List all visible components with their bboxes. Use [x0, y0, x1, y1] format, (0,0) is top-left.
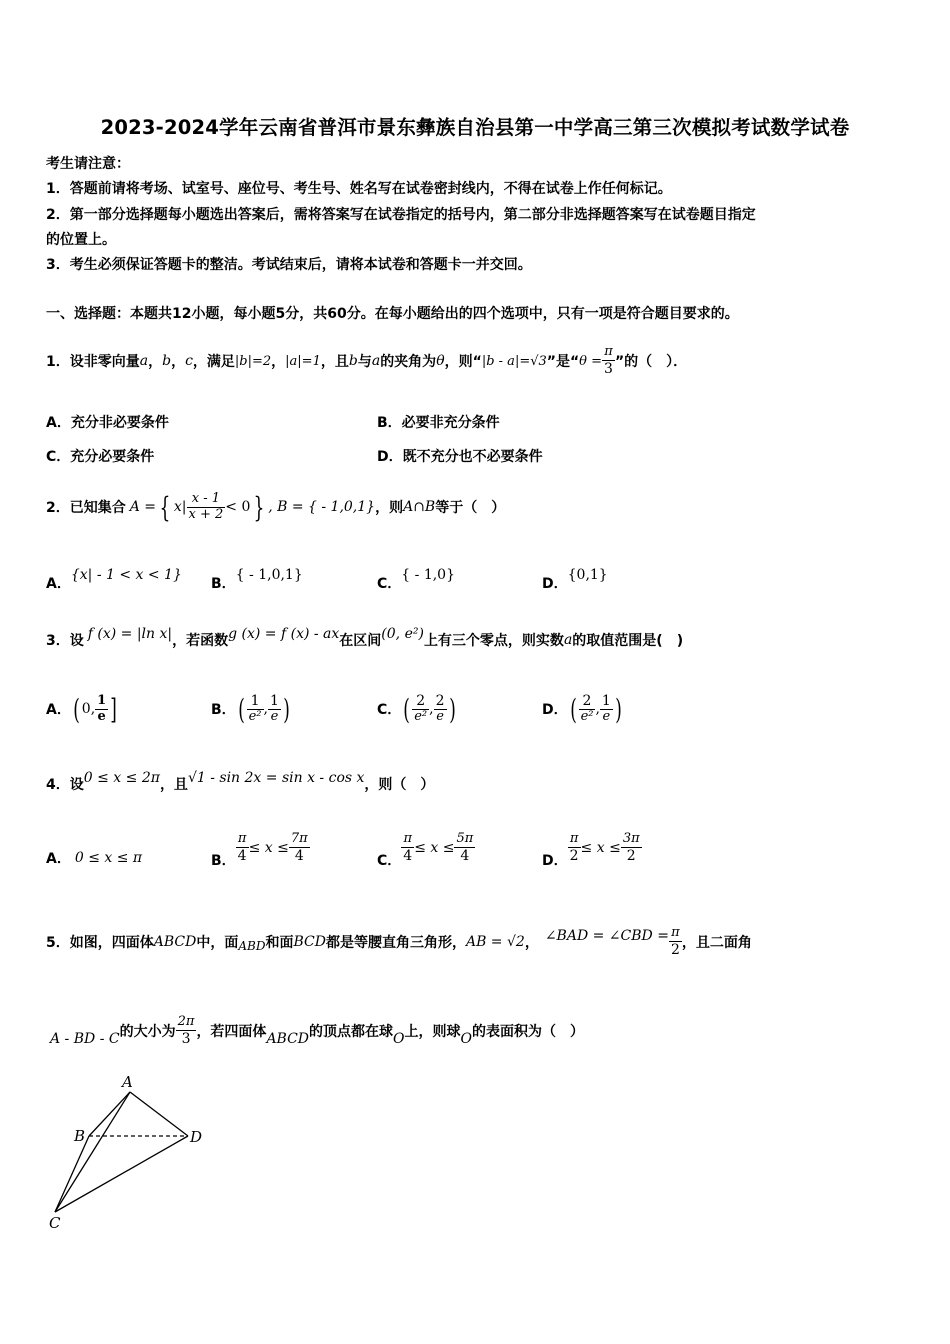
- q2-text: 等于（ ）: [435, 500, 506, 516]
- option-mid: ≤ x ≤: [248, 840, 289, 856]
- q3-text: 的取值范围是( ): [572, 633, 684, 649]
- frac-den: 4: [237, 847, 247, 864]
- notice-item-2: 2．第一部分选择题每小题选出答案后，需将答案写在试卷指定的括号内，第二部分非选择题答案写在试卷题目指定: [46, 207, 756, 223]
- q1-text: 的夹角为: [380, 354, 437, 370]
- q1-option-b[interactable]: B．必要非充分条件: [377, 415, 500, 431]
- option-fraction: [401, 832, 414, 864]
- q1-frac-num: π: [602, 345, 615, 361]
- q3-text: ，若函数: [172, 633, 229, 649]
- q1-theta-eq: θ =: [579, 353, 603, 369]
- frac-den: e: [270, 709, 279, 725]
- q1-frac-den: 3: [604, 360, 613, 377]
- option-fraction: [621, 832, 642, 864]
- option-mid: ≤ x ≤: [414, 840, 455, 856]
- frac-num: 2: [579, 693, 596, 710]
- q3-func-g: g (x) = f (x) - ax: [228, 626, 340, 642]
- option-fraction: [579, 693, 596, 725]
- option-fraction: [289, 832, 310, 864]
- option-letter: B．: [211, 576, 236, 592]
- q2-set-a: A =: [129, 499, 157, 515]
- q2-left-brace-icon: {: [159, 490, 171, 524]
- q2-option-a[interactable]: [46, 567, 182, 593]
- q1-vec-c: c: [185, 353, 193, 369]
- q2-option-d[interactable]: [542, 567, 608, 593]
- option-letter: C．: [377, 576, 402, 592]
- q1-norm-a: |a|=1: [285, 353, 321, 369]
- frac-num: 1: [269, 692, 279, 709]
- frac-den: 2: [626, 847, 636, 864]
- q2-frac-den: x + 2: [188, 506, 224, 522]
- q2-intersection: A∩B: [403, 499, 436, 515]
- q1-vec-b: b: [348, 353, 358, 369]
- q4-text: 4．设: [46, 777, 84, 793]
- q4-text: ，且: [159, 777, 188, 793]
- frac-den: e²: [414, 709, 428, 725]
- frac-den: 4: [460, 847, 470, 864]
- q1-text: ”是“: [546, 354, 580, 370]
- q1-text: ，则“: [444, 354, 482, 370]
- q3-option-c[interactable]: C． ( $\frac{2}{\text{e²}}$ , $\frac{2}{e}$ ): [377, 692, 456, 726]
- q1-fraction: [602, 345, 615, 377]
- tetrahedron-figure: [44, 1070, 224, 1235]
- q1-text: ”的（ ）．: [614, 354, 688, 370]
- q3-option-b[interactable]: B． ( $\frac{1}{\text{e²}}$ , $\frac{1}{e}$ ): [211, 692, 290, 726]
- q5-fraction: [669, 926, 682, 958]
- q3-text: 上有三个零点，则实数: [423, 633, 564, 649]
- edge-bc: [55, 1136, 89, 1212]
- frac-num: 5π: [456, 830, 474, 846]
- option-letter: A．: [46, 702, 71, 718]
- frac-num: π: [669, 926, 682, 942]
- q1-sep: ，: [148, 354, 163, 370]
- vertex-b-label: B: [74, 1127, 86, 1145]
- option-fraction: [95, 694, 108, 725]
- frac-den: 2: [569, 847, 579, 864]
- q3-interval: (0, e²): [381, 626, 424, 642]
- vertex-a-label: A: [122, 1073, 133, 1091]
- q5-abd: ABD: [238, 939, 266, 953]
- q5-text: 都是等腰直角三角形，: [325, 935, 466, 951]
- q2-option-c[interactable]: [377, 567, 455, 593]
- question-3: [46, 622, 683, 658]
- q5-bcd: BCD: [293, 934, 326, 950]
- q4-text: ，则（ ）: [364, 777, 435, 793]
- option-fraction: [236, 832, 249, 864]
- q1-option-a[interactable]: A．充分非必要条件: [46, 415, 169, 431]
- page-title: 2023-2024学年云南省普洱市景东彝族自治县第一中学高三第三次模拟考试数学试卷: [100, 116, 850, 139]
- frac-den: e: [97, 708, 106, 724]
- option-left: 0,: [81, 701, 96, 717]
- option-math: { - 1,0}: [401, 567, 455, 583]
- q1-theta: θ: [436, 353, 445, 369]
- option-math: {0,1}: [567, 567, 608, 583]
- option-fraction: [412, 693, 429, 725]
- notice-item-3: 3．考生必须保证答题卡的整洁。考试结束后，请将本试卷和答题卡一并交回。: [46, 257, 532, 273]
- q4-range: 0 ≤ x ≤ 2π: [83, 770, 160, 786]
- option-letter: B．: [211, 702, 236, 718]
- notice-heading: 考生请注意：: [46, 156, 130, 172]
- q4-option-c[interactable]: [377, 826, 475, 870]
- option-fraction: [600, 693, 613, 725]
- q4-option-d[interactable]: [542, 826, 642, 870]
- q1-vec-a: a: [371, 353, 381, 369]
- frac-den: e²: [248, 709, 262, 725]
- q1-text: ，满足: [192, 354, 235, 370]
- vertex-d-label: D: [190, 1128, 203, 1146]
- edge-dc: [55, 1136, 188, 1212]
- frac-num: 7π: [290, 830, 308, 846]
- q3-option-d[interactable]: D． ( $\frac{2}{\text{e²}}$ , $\frac{1}{e}$ ): [542, 692, 622, 726]
- q2-lt0: < 0: [225, 499, 251, 515]
- q5-text: ，且二面角: [681, 935, 752, 951]
- q1-sep: ，: [271, 354, 286, 370]
- q5-abcd: ABCD: [153, 934, 197, 950]
- option-letter: D．: [542, 853, 568, 869]
- q5-text: ，: [524, 935, 539, 951]
- q5-text: 5．如图，四面体: [46, 935, 154, 951]
- frac-num: 1: [97, 692, 107, 708]
- option-letter: A．: [46, 851, 71, 867]
- q1-option-c[interactable]: C．充分必要条件: [46, 449, 155, 465]
- q1-option-d[interactable]: D．既不充分也不必要条件: [377, 449, 543, 465]
- notice-item-1: 1．答题前请将考场、试室号、座位号、考生号、姓名写在试卷密封线内，不得在试卷上作任何标记。: [46, 181, 672, 197]
- q2-var-x: x: [173, 499, 182, 515]
- option-letter: A．: [46, 576, 71, 592]
- q5-text: 的表面积为（ ）: [472, 1024, 585, 1040]
- frac-num: 1: [601, 692, 611, 709]
- option-letter: B．: [211, 853, 236, 869]
- q1-text: ，且: [320, 354, 349, 370]
- q5-dihedral: A - BD - C: [50, 1031, 120, 1047]
- question-5-cont: [50, 1008, 584, 1054]
- q2-frac-num: x - 1: [187, 492, 226, 508]
- option-math: {x| - 1 < x < 1}: [70, 567, 182, 583]
- frac-num: 2π: [177, 1013, 195, 1029]
- q5-text: 和面: [265, 935, 294, 951]
- option-math: 0 ≤ x ≤ π: [74, 850, 143, 866]
- q5-text: 的顶点都在球: [309, 1024, 394, 1040]
- q3-text: 3．设: [46, 633, 84, 649]
- question-2: 2．已知集合 A = { x | $\frac{x - 1}{x + 2}$ < 0 } , B = { - 1,0,1} ，则 A∩B 等于（ ）: [46, 490, 506, 524]
- q3-func-f: f (x) = |ln x|: [87, 626, 173, 642]
- frac-den: 3: [181, 1030, 191, 1047]
- q5-angle-fraction: [176, 1015, 197, 1047]
- option-fraction: [268, 693, 281, 725]
- q1-diff-norm: |b - a|=√3: [481, 353, 547, 369]
- q2-text: ，则: [375, 500, 404, 516]
- q5-abcd: ABCD: [266, 1031, 310, 1047]
- frac-num: 2: [435, 692, 445, 709]
- q2-option-b[interactable]: [211, 567, 303, 593]
- frac-num: π: [401, 832, 414, 848]
- question-1: [46, 343, 687, 379]
- q1-vec-a: a: [139, 353, 149, 369]
- q4-equation: √1 - sin 2x = sin x - cos x: [187, 770, 365, 786]
- edge-ad: [130, 1092, 188, 1136]
- frac-den: 2: [670, 941, 680, 958]
- notice-item-2-cont: 的位置上。: [46, 232, 116, 248]
- option-fraction: [568, 832, 581, 864]
- option-fraction: [434, 693, 447, 725]
- frac-den: 4: [294, 847, 304, 864]
- vertex-c-label: C: [49, 1214, 61, 1232]
- option-letter: C．: [377, 702, 402, 718]
- q5-text: 的大小为: [119, 1024, 176, 1040]
- frac-num: 2: [412, 693, 429, 710]
- option-math: { - 1,0,1}: [235, 567, 303, 583]
- q1-sep: ，: [171, 354, 186, 370]
- q2-right-brace-icon: }: [253, 490, 265, 524]
- q5-text: 上，则球: [404, 1024, 461, 1040]
- q1-vec-b: b: [162, 353, 172, 369]
- edge-ab: [89, 1092, 130, 1136]
- q3-option-a[interactable]: A． ( 0, $\frac{1}{e}$ ]: [46, 692, 117, 726]
- q1-norm-b: |b|=2: [234, 353, 272, 369]
- q4-option-a[interactable]: [46, 838, 142, 878]
- frac-den: e: [602, 709, 611, 725]
- q5-sphere-o: O: [460, 1031, 473, 1047]
- option-mid: ≤ x ≤: [580, 840, 621, 856]
- q1-text: 1．设非零向量: [46, 354, 140, 370]
- option-letter: C．: [377, 853, 402, 869]
- q3-var-a: a: [563, 632, 573, 648]
- q2-fraction: [187, 492, 226, 523]
- q2-text: 2．已知集合: [46, 500, 126, 516]
- edge-ac: [55, 1092, 130, 1212]
- frac-num: 3π: [622, 830, 640, 846]
- frac-den: e: [436, 709, 444, 725]
- frac-num: 1: [247, 693, 264, 710]
- q5-text: 中，面: [196, 935, 239, 951]
- option-letter: D．: [542, 702, 568, 718]
- frac-num: π: [568, 832, 581, 848]
- option-fraction: [454, 832, 475, 864]
- question-5: [46, 920, 752, 964]
- q5-ab: AB = √2: [465, 934, 525, 950]
- frac-den: e²: [580, 709, 594, 725]
- q3-text: 在区间: [339, 633, 382, 649]
- q5-angles: ∠BAD = ∠CBD =: [544, 928, 669, 944]
- q1-text: 与: [357, 354, 372, 370]
- option-fraction: [247, 693, 264, 725]
- frac-den: 4: [403, 847, 413, 864]
- q4-option-b[interactable]: [211, 826, 310, 870]
- question-4: [46, 766, 434, 802]
- option-letter: D．: [542, 576, 568, 592]
- q5-text: ，若四面体: [196, 1024, 267, 1040]
- section-heading: 一、选择题：本题共12小题，每小题5分，共60分。在每小题给出的四个选项中，只有一项是符合题目要求的。: [46, 306, 739, 322]
- frac-num: π: [236, 832, 249, 848]
- q5-sphere-o: O: [393, 1031, 405, 1047]
- q2-set-b: , B = { - 1,0,1}: [268, 499, 376, 515]
